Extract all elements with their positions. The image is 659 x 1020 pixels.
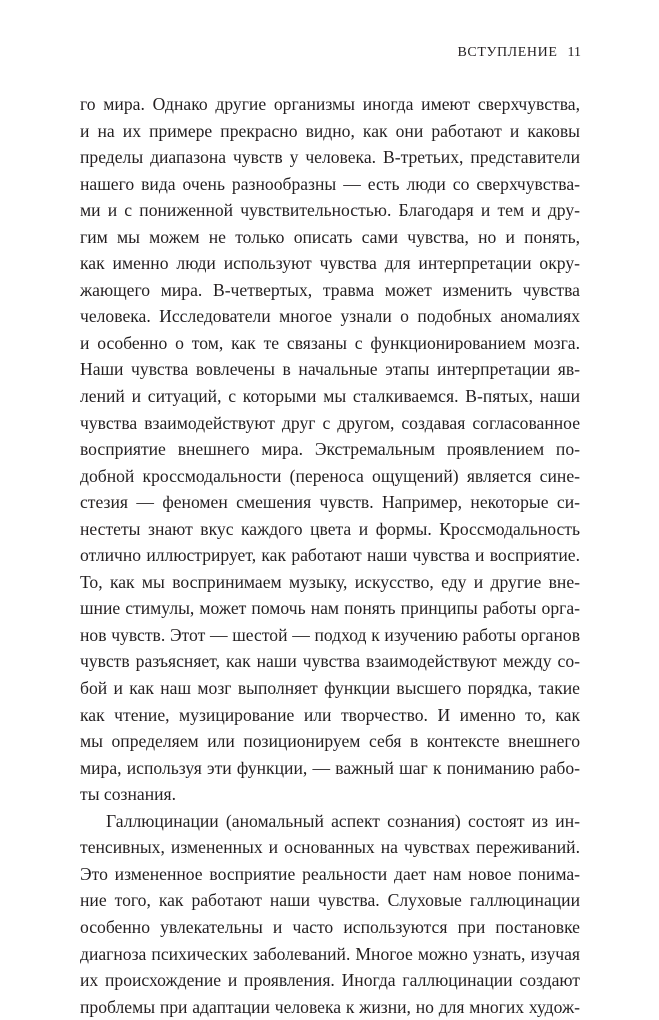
text-line: Это измененное восприятие реальности дает нам новое понима-	[80, 863, 580, 884]
text-line: лений и ситуаций, с которыми мы сталкиваемся. В-пятых, наши	[80, 386, 580, 407]
text-line: проблемы при адаптации человека к жизни, но для многих худож-	[80, 996, 580, 1017]
paragraph-2	[80, 808, 580, 1020]
paragraph-1	[80, 91, 580, 808]
text-line: гим мы можем не только описать сами чувства, но и понять,	[80, 226, 580, 247]
text-line: и особенно о том, как те связаны с функционированием мозга.	[80, 332, 580, 353]
running-header	[457, 44, 581, 62]
text-line: го мира. Однако другие организмы иногда имеют сверхчувства,	[80, 94, 580, 114]
text-line: добной кроссмодальности (переноса ощущений) является сине-	[80, 465, 580, 486]
text-line: чувства взаимодействуют друг с другом, создавая согласованное	[80, 412, 580, 433]
text-line: мира, используя эти функции, — важный шаг к пониманию рабо-	[80, 757, 580, 778]
text-line: мы определяем или позиционируем себя в контексте внешнего	[80, 731, 580, 752]
text-line: как именно люди используют чувства для интерпретации окру-	[80, 253, 580, 274]
text-line: пределы диапазона чувств у человека. В-третьих, представители	[80, 147, 580, 168]
text-line: Галлюцинации (аномальный аспект сознания) состоят из ин-	[106, 810, 580, 831]
text-line: шние стимулы, может помочь нам понять принципы работы орга-	[80, 598, 580, 619]
text-line: как чтение, музицирование или творчество. И именно то, как	[80, 704, 580, 725]
text-line: нов чувств. Этот — шестой — подход к изучению работы органов	[80, 624, 580, 645]
text-line: восприятие внешнего мира. Экстремальным проявлением по-	[80, 439, 580, 460]
text-line: ми и с пониженной чувствительностью. Благодаря и тем и дру-	[80, 200, 580, 221]
text-line: То, как мы воспринимаем музыку, искусство, еду и другие вне-	[80, 571, 580, 592]
text-line: отлично иллюстрирует, как работают наши чувства и восприятие.	[80, 545, 580, 566]
text-line: их происхождение и проявления. Иногда галлюцинации создают	[80, 970, 580, 991]
body-text	[80, 91, 580, 1020]
text-line: особенно увлекательны и часто используются при постановке	[80, 916, 580, 937]
text-line: стезия — феномен смешения чувств. Например, некоторые си-	[80, 492, 580, 513]
text-line: бой и как наш мозг выполняет функции высшего порядка, такие	[80, 678, 580, 699]
text-line: чувств разъясняет, как наши чувства взаимодействуют между со-	[80, 651, 580, 672]
text-line: жающего мира. В-четвертых, травма может изменить чувства	[80, 279, 580, 300]
page-number: 11	[567, 45, 581, 60]
text-line: и на их примере прекрасно видно, как они работают и каковы	[80, 120, 580, 141]
text-line: нашего вида очень разнообразны — есть люди со сверхчувства-	[80, 173, 580, 194]
text-line: человека. Исследователи многое узнали о подобных аномалиях	[80, 306, 580, 327]
text-line: тенсивных, измененных и основанных на чувствах переживаний.	[80, 837, 580, 858]
text-line: Наши чувства вовлечены в начальные этапы интерпретации яв-	[80, 359, 580, 380]
text-line: диагноза психических заболеваний. Многое можно узнать, изучая	[80, 943, 580, 964]
text-line: ты сознания.	[80, 784, 177, 805]
section-title: ВСТУПЛЕНИЕ	[457, 45, 558, 60]
text-line: ние того, как работают наши чувства. Слуховые галлюцинации	[80, 890, 580, 911]
text-line: нестеты знают вкус каждого цвета и формы. Кроссмодальность	[80, 518, 580, 539]
